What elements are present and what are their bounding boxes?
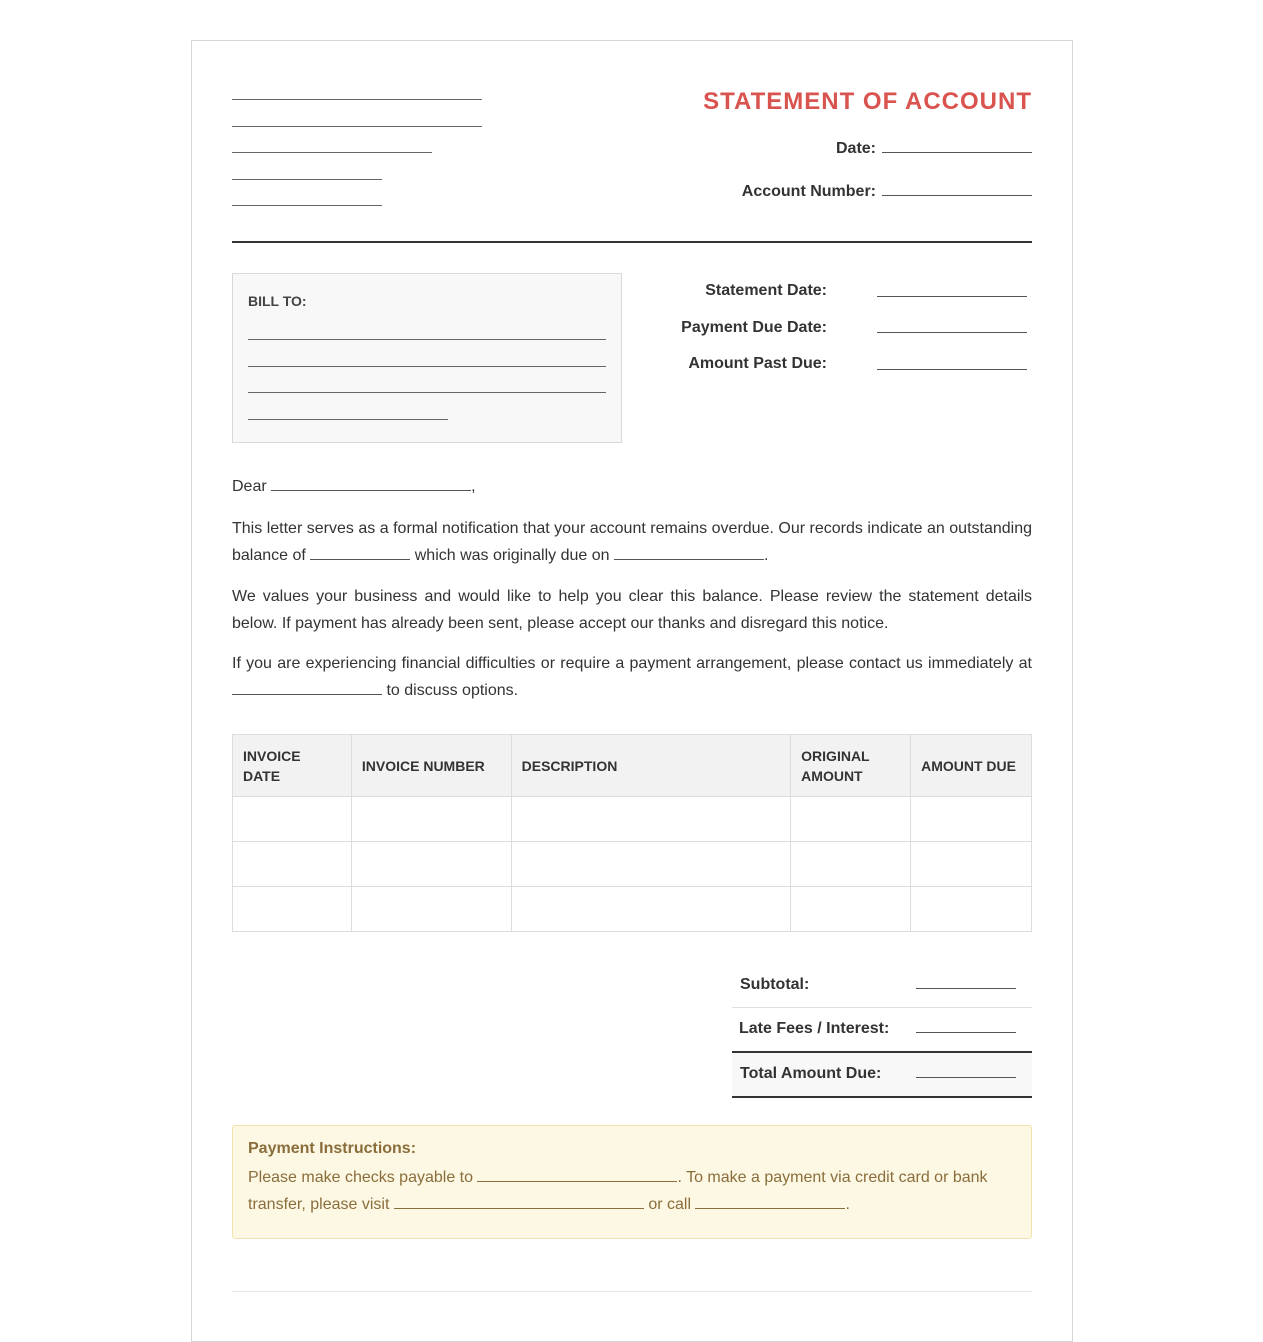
header-divider — [232, 241, 1032, 243]
bill-to-line-4[interactable] — [248, 419, 448, 420]
col-invoice-date: INVOICE DATE — [233, 735, 352, 797]
table-cell[interactable] — [511, 887, 791, 932]
statement-date-label: Statement Date: — [705, 282, 827, 299]
recipient-name-blank[interactable] — [271, 489, 471, 491]
company-line-2 — [232, 126, 482, 127]
totals-block — [732, 964, 1032, 1098]
salutation — [232, 473, 1032, 500]
contact-blank[interactable] — [232, 693, 382, 695]
paragraph-difficulties — [232, 650, 1032, 704]
paragraph-difficulties-text-a: If you are experiencing financial difficulties or require a payment arrangement, please contact us immediately at — [232, 655, 1032, 672]
table-row — [233, 887, 1032, 932]
payment-instructions-title: Payment Instructions: — [248, 1140, 417, 1157]
payable-to-blank[interactable] — [477, 1180, 677, 1182]
amount-past-due-blank[interactable] — [877, 369, 1027, 370]
date-blank[interactable] — [882, 151, 1032, 153]
payment-phone-blank[interactable] — [695, 1207, 845, 1209]
table-cell[interactable] — [791, 842, 911, 887]
col-original-amount: ORIGINAL AMOUNT — [791, 735, 911, 797]
amount-past-due-label: Amount Past Due: — [688, 355, 827, 372]
date-row — [836, 140, 1032, 158]
late-fees-row — [732, 1008, 1032, 1051]
statement-sheet — [191, 40, 1073, 1342]
table-cell[interactable] — [233, 797, 352, 842]
total-amount-due-label: Total Amount Due: — [740, 1065, 882, 1082]
date-label: Date: — [835, 140, 876, 157]
table-row — [233, 797, 1032, 842]
table-cell[interactable] — [911, 797, 1032, 842]
late-fees-blank[interactable] — [916, 1032, 1016, 1033]
balance-blank[interactable] — [310, 558, 410, 560]
paragraph-overdue — [232, 515, 1032, 569]
table-cell[interactable] — [511, 797, 791, 842]
paragraph-difficulties-text-b: to discuss options. — [386, 682, 519, 699]
payment-text-b: . To make a payment via credit card or bank transfer, please visit — [248, 1169, 988, 1213]
subtotal-blank[interactable] — [916, 988, 1016, 989]
payment-instructions — [232, 1125, 1032, 1239]
table-cell[interactable] — [233, 842, 352, 887]
account-number-blank[interactable] — [882, 194, 1032, 196]
subtotal-label: Subtotal: — [740, 976, 810, 993]
document-title: STATEMENT OF ACCOUNT — [703, 88, 1032, 115]
paragraph-overdue-end: . — [763, 547, 769, 564]
late-fees-label: Late Fees / Interest: — [739, 1020, 890, 1037]
company-line-4 — [232, 179, 382, 180]
payment-text-a: Please make checks payable to — [248, 1169, 474, 1186]
col-description: DESCRIPTION — [511, 735, 791, 797]
payment-due-date-label: Payment Due Date: — [681, 319, 827, 336]
table-cell[interactable] — [791, 887, 911, 932]
statement-date-blank[interactable] — [877, 296, 1027, 297]
table-cell[interactable] — [233, 887, 352, 932]
company-line-1 — [232, 99, 482, 100]
table-cell[interactable] — [911, 842, 1032, 887]
footer-divider — [232, 1291, 1032, 1292]
paragraph-business: We values your business and would like to help you clear this balance. Please review the statement details below. If payment has already been sent, please accept our thanks and disregard this notice. — [232, 588, 1032, 632]
dear-comma: , — [471, 478, 476, 495]
bill-to-label: BILL TO: — [248, 293, 307, 309]
table-row — [233, 842, 1032, 887]
original-due-date-blank[interactable] — [614, 558, 764, 560]
total-amount-due-row — [732, 1051, 1032, 1098]
dear-text: Dear — [232, 478, 267, 495]
bill-to-line-1[interactable] — [248, 339, 606, 340]
paragraph-overdue-text-b: which was originally due on — [414, 547, 610, 564]
payment-due-date-blank[interactable] — [877, 332, 1027, 333]
table-cell[interactable] — [911, 887, 1032, 932]
total-amount-due-blank[interactable] — [916, 1077, 1016, 1078]
account-number-row — [742, 183, 1032, 201]
invoice-table — [232, 734, 1032, 932]
paragraph-overdue-text-a: This letter serves as a formal notification that your account remains overdue. Our records indicate an outstanding balance of — [232, 520, 1032, 564]
payment-text-d: . — [845, 1196, 850, 1213]
company-line-5 — [232, 205, 382, 206]
table-cell[interactable] — [511, 842, 791, 887]
payment-instructions-text — [248, 1164, 1016, 1218]
subtotal-row — [732, 964, 1032, 1008]
payment-website-blank[interactable] — [394, 1207, 644, 1209]
table-cell[interactable] — [351, 887, 511, 932]
company-line-3 — [232, 152, 432, 153]
col-amount-due: AMOUNT DUE — [911, 735, 1032, 797]
bill-to-line-3[interactable] — [248, 392, 606, 393]
payment-text-c: or call — [648, 1196, 691, 1213]
table-header-row — [233, 735, 1032, 797]
table-cell[interactable] — [351, 797, 511, 842]
account-number-label: Account Number: — [741, 183, 876, 200]
table-cell[interactable] — [791, 797, 911, 842]
table-cell[interactable] — [351, 842, 511, 887]
col-invoice-number: INVOICE NUMBER — [351, 735, 511, 797]
